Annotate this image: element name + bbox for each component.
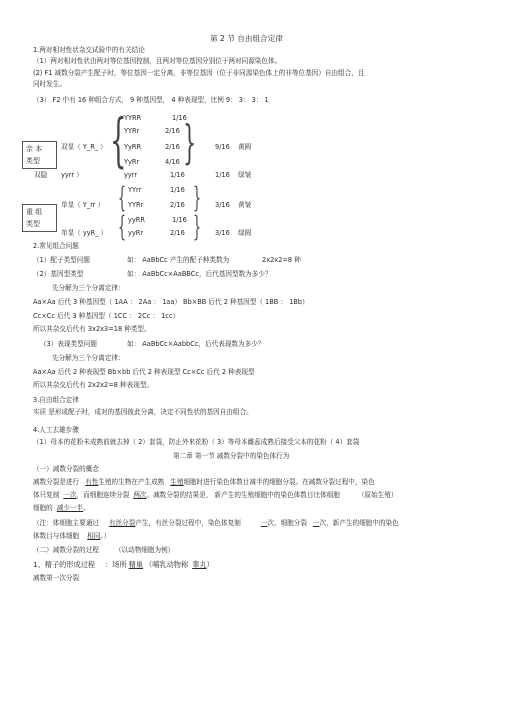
- paragraph-line: 减数分裂是进行 有性生殖的生物在产生成熟 生殖细胞时进行染色体数目减半的细胞分裂。在减数分裂过程中，染色: [33, 478, 375, 486]
- fraction: 2/16: [165, 143, 180, 151]
- genotype: YYRr: [128, 201, 144, 209]
- text-line: （1）两对相对性状由两对等位基因控制，且两对等位基因分别位于两对同源染色体。: [33, 57, 282, 65]
- genotype: YyRr: [124, 158, 140, 166]
- text-line: Aa×Aa 后代 2 种表现型 Bb×bb 后代 2 种表现型 Cc×Cc 后代 2 种表现型: [33, 368, 255, 376]
- text-line: 先分解为三个分离定律：: [52, 284, 125, 292]
- box-label: 类型: [26, 220, 40, 228]
- heading-2: 2.常见组合问题: [33, 242, 79, 250]
- right-brace: }: [193, 210, 202, 243]
- left-brace: {: [118, 181, 127, 214]
- phenotype: 黄皱: [238, 201, 252, 209]
- fraction: 2/16: [170, 201, 185, 209]
- fraction: 4/16: [165, 158, 180, 166]
- single-dominant-label: 单显（ yyR_ ）: [61, 229, 108, 237]
- double-recessive-label: yyrr ）: [61, 171, 83, 179]
- genotype: yyrr: [124, 171, 138, 179]
- text-line: 如： AaBbCc×AaBBCc，后代基因型数为多少？: [127, 270, 272, 278]
- text-line: 先分解为三个分离定律：: [52, 354, 125, 362]
- chapter-title: 第二章 第一节 减数分裂中的染色体行为: [173, 452, 290, 460]
- phenotype: 绿皱: [238, 171, 252, 179]
- text-line: 实质 是形成配子时，成对的基因彼此分离，决定不同性状的基因自由组合。: [33, 408, 253, 416]
- text-line: （2）基因型类型: [33, 270, 84, 278]
- left-brace: {: [118, 210, 127, 243]
- single-dominant-label: 单显（ Y_rr ）: [61, 201, 105, 209]
- fraction: 1/16: [170, 186, 185, 194]
- sum-fraction: 1/16: [215, 171, 230, 179]
- paragraph-line: 体只复制 一次，而细胞连续分裂 两次。减数分裂的结果是， 新产生的生殖细胞中的染色体数目比体细胞 （原始生殖）: [33, 491, 398, 499]
- box-label: 重 组: [26, 208, 43, 216]
- text-line: Cc×Cc 后代 3 种基因型（ 1CC ： 2Cc ： 1cc）: [33, 312, 180, 320]
- right-brace: }: [183, 115, 197, 169]
- genotype: yyRR: [128, 216, 145, 224]
- text-line: 如： AaBbCc×AabbCc，后代表现数为多少？: [127, 340, 265, 348]
- note-line: 体数目与体细胞 相同。）: [33, 532, 111, 540]
- genotype: yyRr: [128, 229, 144, 237]
- text-line: （3） F2 中有 16 种组合方式， 9 种基因型， 4 种表现型，比例 9： 3： 3： 1: [33, 96, 269, 104]
- heading-3: 3.自由组合定律: [33, 396, 79, 404]
- subheading: 1、精子的形成过程 ：场所 精巢 （哺乳动物称 睾丸）: [33, 560, 214, 569]
- genotype: YYRR: [124, 114, 142, 122]
- paragraph-line: 细胞的 减少一半。: [33, 504, 90, 512]
- genotype: YYrr: [128, 186, 142, 194]
- subheading: （二）减数分裂的过程 （以动物细胞为例）: [33, 546, 175, 554]
- fraction: 1/16: [170, 171, 185, 179]
- genotype: YyRR: [124, 143, 142, 151]
- text-line: 所以其杂交后代有 2x2x2=8 种表现型。: [33, 381, 154, 389]
- heading-1: 1.两对相对性状杂交试验中的有关结论: [33, 46, 145, 54]
- phenotype: 绿圆: [238, 229, 252, 237]
- left-brace: {: [110, 106, 127, 174]
- text-line: 2x2x2=8 种: [262, 256, 301, 264]
- text-line: （1）母本的花粉未成熟前就去掉（ 2）套袋，防止外来花粉（ 3）等母本雌蕊成熟后接受父本的花粉（ 4）套袋: [33, 438, 360, 446]
- genotype: YYRr: [124, 127, 140, 135]
- text-line: (2) F1 减数分裂产生配子时，等位基因一定分离，非等位基因（位于非同源染色体上的非等位基因）自由组合，且: [33, 69, 365, 77]
- double-recessive-prefix: 双隐: [34, 171, 48, 179]
- sum-fraction: 9/16: [215, 143, 230, 151]
- fraction: 1/16: [172, 114, 187, 122]
- section-title: 第 2 节 自由组合定律: [210, 34, 283, 43]
- text-line: 同时发生。: [33, 80, 66, 88]
- subheading: （一）减数分裂的概念: [33, 465, 99, 473]
- fraction: 1/16: [172, 216, 187, 224]
- sum-fraction: 3/16: [215, 201, 230, 209]
- box-label: 类型: [26, 157, 40, 165]
- text-line: （3）表现类型问题: [40, 340, 97, 348]
- heading-4: 4.人工去雄步骤: [33, 426, 79, 434]
- double-dominant-label: 双显（ Y_R_ ）: [61, 143, 107, 151]
- text-line: 减数第一次分裂: [33, 574, 80, 582]
- phenotype: 黄圆: [238, 143, 252, 151]
- right-brace: }: [193, 181, 202, 214]
- text-line: （1）配子类型问题: [33, 256, 90, 264]
- box-label: 亲 本: [26, 145, 43, 153]
- text-line: 如： AaBbCc 产生的配子种类数为: [127, 256, 230, 264]
- text-line: 所以其杂交后代有 3x2x3=18 种类型。: [33, 325, 151, 333]
- sum-fraction: 3/16: [215, 229, 230, 237]
- text-line: Aa×Aa 后代 3 种基因型（ 1AA ： 2Aa ： 1aa） Bb×BB 后代 2 种基因型（ 1BB ： 1Bb）: [33, 298, 309, 306]
- note-line: （注：体细胞主要通过 有丝分裂产生，有丝分裂过程中，染色体复制 一次，细胞分裂 一次，新产生的细胞中的染色: [33, 519, 399, 527]
- fraction: 2/16: [165, 127, 180, 135]
- fraction: 2/16: [170, 229, 185, 237]
